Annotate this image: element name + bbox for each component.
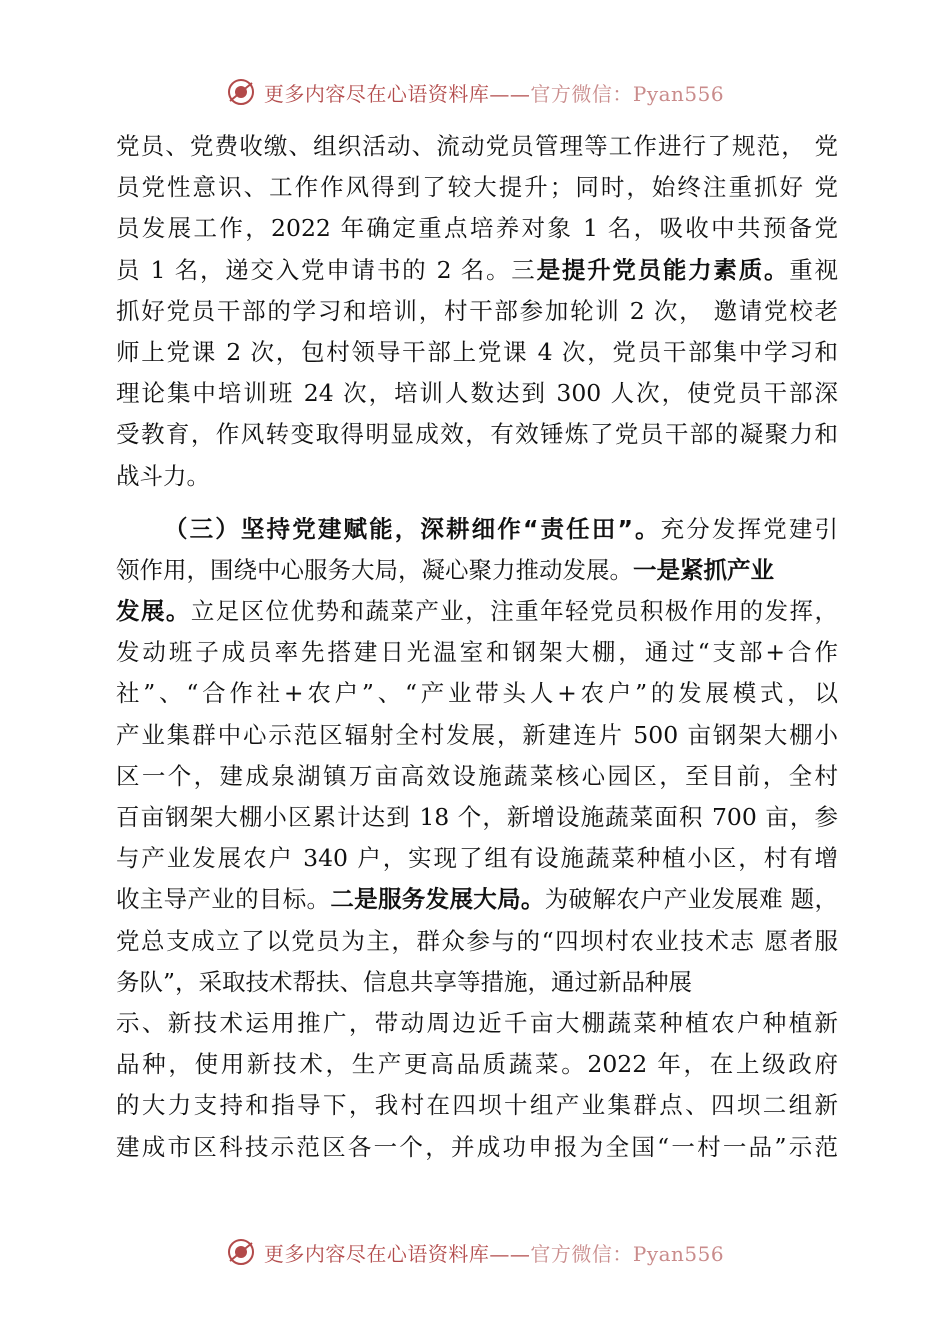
watermark-text [264,1238,724,1267]
bold-heading: 是提升党员能力素质。 [536,255,790,284]
bold-heading: 发展。 [116,597,191,626]
paragraph-line: 百亩钢架大棚小区累计达到 18 个，新增设施蔬菜面积 700 亩，参 [116,803,838,831]
paragraph-line: 抓好党员干部的学习和培训，村干部参加轮训 2 次， 邀请党校老 [116,296,838,325]
paragraph-line: 建成市区科技示范区各一个，并成功申报为全国“一村一品”示范 [116,1132,838,1161]
paragraph-line: 的大力支持和指导下，我村在四坝十组产业集群点、四坝二组新 [116,1091,838,1120]
paragraph-line: 示、新技术运用推广，带动周边近千亩大棚蔬菜种植农户种植新 [116,1008,838,1037]
watermark-wechat-id: Pyan556 [632,1241,725,1266]
paragraph-line: 务队”，采取技术帮扶、信息共享等措施，通过新品种展 [116,967,693,996]
paragraph-line: 党总支成立了以党员为主，群众参与的“四坝村农业技术志 愿者服 [116,926,838,955]
footer-watermark [0,1232,950,1272]
watermark-wechat-label: 官方微信： [530,81,633,106]
watermark-dash: —— [489,81,531,106]
section-heading-line [116,509,838,550]
paragraph-line: 与产业发展农户 340 户，实现了组有设施蔬菜种植小区，村有增 [116,844,838,873]
paragraph-line [116,550,838,591]
bold-heading: 一是紧抓产业 [633,555,774,584]
paragraph-line [116,250,838,291]
paragraph-line: 品种，使用新技术，生产更高品质蔬菜。2022 年，在上级政府 [116,1050,838,1079]
watermark-wechat-id: Pyan556 [632,81,725,106]
paragraph-line: 产业集群中心示范区辐射全村发展，新建连片 500 亩钢架大棚小 [116,720,838,749]
watermark-library-text: 更多内容尽在心语资料库 [263,81,490,106]
paragraph-line: 理论集中培训班 24 次，培训人数达到 300 人次，使党员干部深 [116,379,838,408]
text-span: 员 1 名，递交入党申请书的 2 名。三 [116,255,537,284]
paragraph-line: 发动班子成员率先搭建日光温室和钢架大棚，通过“支部+合作 [116,638,838,667]
watermark-library-text: 更多内容尽在心语资料库 [263,1241,490,1266]
paragraph-line: 社”、“合作社+农户”、“产业带头人+农户”的发展模式，以 [116,679,838,708]
text-span: 充分发挥党建引 [660,514,838,543]
header-watermark [0,72,950,112]
section-heading: （三）坚持党建赋能，深耕细作“责任田”。 [164,514,661,543]
text-span: 领作用，围绕中心服务大局，凝心聚力推动发展。 [116,555,633,584]
text-span: 收主导产业的目标。 [116,885,331,914]
bold-heading: 二是服务发展大局。 [330,885,545,914]
logo-icon [226,77,256,107]
paragraph-line [116,591,838,632]
paragraph-line: 受教育，作风转变取得明显成效，有效锤炼了党员干部的凝聚力和 [116,420,838,449]
document-body [116,126,838,1168]
paragraph-line: 区一个，建成泉湖镇万亩高效设施蔬菜核心园区，至目前，全村 [116,761,838,790]
paragraph-line: 党员、党费收缴、组织活动、流动党员管理等工作进行了规范， 党 [116,132,838,160]
paragraph-line [116,879,838,920]
text-span: 重视 [789,255,838,284]
text-span: 立足区位优势和蔬菜产业，注重年轻党员积极作用的发挥， [190,597,838,626]
logo-icon [226,1237,256,1267]
watermark-text [264,78,724,107]
paragraph-line: 战斗力。 [116,461,210,490]
watermark-wechat-label: 官方微信： [530,1241,633,1266]
paragraph-line: 师上党课 2 次，包村领导干部上党课 4 次，党员干部集中学习和 [116,337,838,366]
paragraph-line: 员党性意识、工作作风得到了较大提升；同时，始终注重抓好 党 [116,173,838,202]
paragraph-line: 员发展工作，2022 年确定重点培养对象 1 名，吸收中共预备党 [116,214,838,243]
watermark-dash: —— [489,1241,531,1266]
text-span: 为破解农户产业发展难 题， [544,885,838,914]
